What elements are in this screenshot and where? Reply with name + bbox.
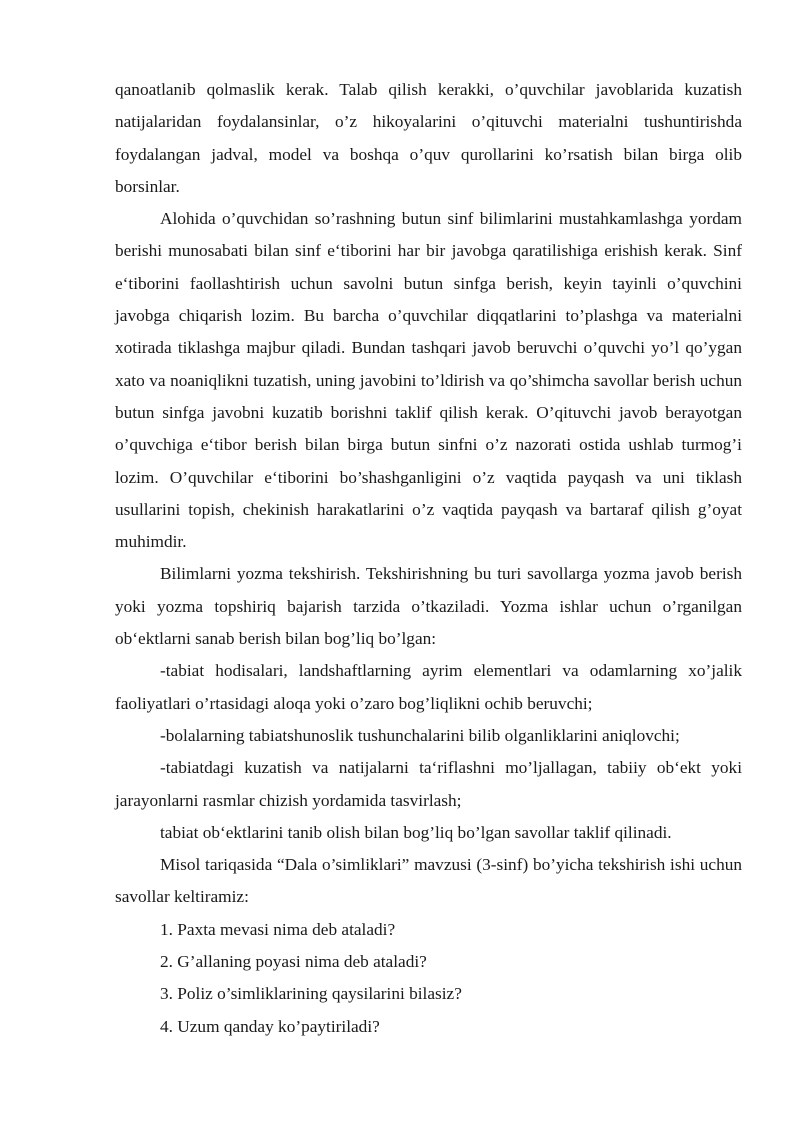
paragraph-example-intro: Misol tariqasida “Dala o’simliklari” mavzusi (3-sinf) bo’yicha tekshirish ishi uchun savollar keltiramiz:	[115, 855, 742, 907]
paragraph-class-attention: Alohida o’quvchidan so’rashning butun sinf bilimlarini mustahkamlashga yordam berishi munosabati bilan sinf e‘tiborini har bir javobga qaratilishiga erishish kerak. Sinf e‘tiborini faollashtirish uchun savolni butun sinfga berish, keyin tayinli o’quvchini javobga chiqarish lozim. Bu barcha o’quvchilar diqqatlarini to’plashga va materialni xotirada tiklashga majbur qiladi. Bundan tashqari javob beruvchi o’quvchi yo’l qo’ygan xato va noaniqlikni tuzatish, uning javobini to’ldirish va qo’shimcha savollar berish uchun butun sinfga javobni kuzatib borishni taklif qilish kerak. O’qituvchi javob berayotgan o’quvchiga e‘tibor berish bilan birga butun sinfni o’z nazorati ostida ushlab turmog’i lozim. O’quvchilar e‘tiborini bo’shashganligini o’z vaqtida payqash va uni tiklash usullarini topish, chekinish harakatlarini o’z vaqtida payqash va bartaraf qilish g’oyat muhimdir.	[115, 209, 742, 552]
question-1: 1. Paxta mevasi nima deb ataladi?	[160, 919, 396, 939]
list-item-concepts: -bolalarning tabiatshunoslik tushunchalarini bilib olganliklarini aniqlovchi;	[160, 725, 680, 745]
question-4: 4. Uzum qanday ko’paytiriladi?	[160, 1016, 380, 1036]
paragraph-written-check: Bilimlarni yozma tekshirish. Tekshirishning bu turi savollarga yozma javob berish yoki yozma topshiriq bajarish tarzida o’tkaziladi. Yozma ishlar uchun o’rganilgan ob‘ektlarni sanab berish bilan bog’liq bo’lgan:	[115, 564, 742, 649]
list-item-recognition: tabiat ob‘ektlarini tanib olish bilan bog’liq bo’lgan savollar taklif qilinadi.	[160, 822, 672, 842]
document-body	[115, 74, 742, 1043]
question-3: 3. Poliz o’simliklarining qaysilarini bilasiz?	[160, 984, 462, 1004]
list-item-observation: -tabiatdagi kuzatish va natijalarni ta‘riflashni mo’ljallagan, tabiiy ob‘ekt yoki jarayonlarni rasmlar chizish yordamida tasvirlash;	[115, 758, 742, 810]
paragraph-continuation: qanoatlanib qolmaslik kerak. Talab qilish kerakki, o’quvchilar javoblarida kuzatish natijalaridan foydalansinlar, o’z hikoyalarini o’qituvchi materialni tushuntirishda foydalangan jadval, model va boshqa o’quv qurollarini ko’rsatish bilan birga olib borsinlar.	[115, 80, 742, 196]
list-item-relations: -tabiat hodisalari, landshaftlarning ayrim elementlari va odamlarning xo’jalik faoliyatlari o’rtasidagi aloqa yoki o’zaro bog’liqlikni ochib beruvchi;	[115, 661, 742, 713]
question-2: 2. G’allaning poyasi nima deb ataladi?	[160, 952, 427, 972]
